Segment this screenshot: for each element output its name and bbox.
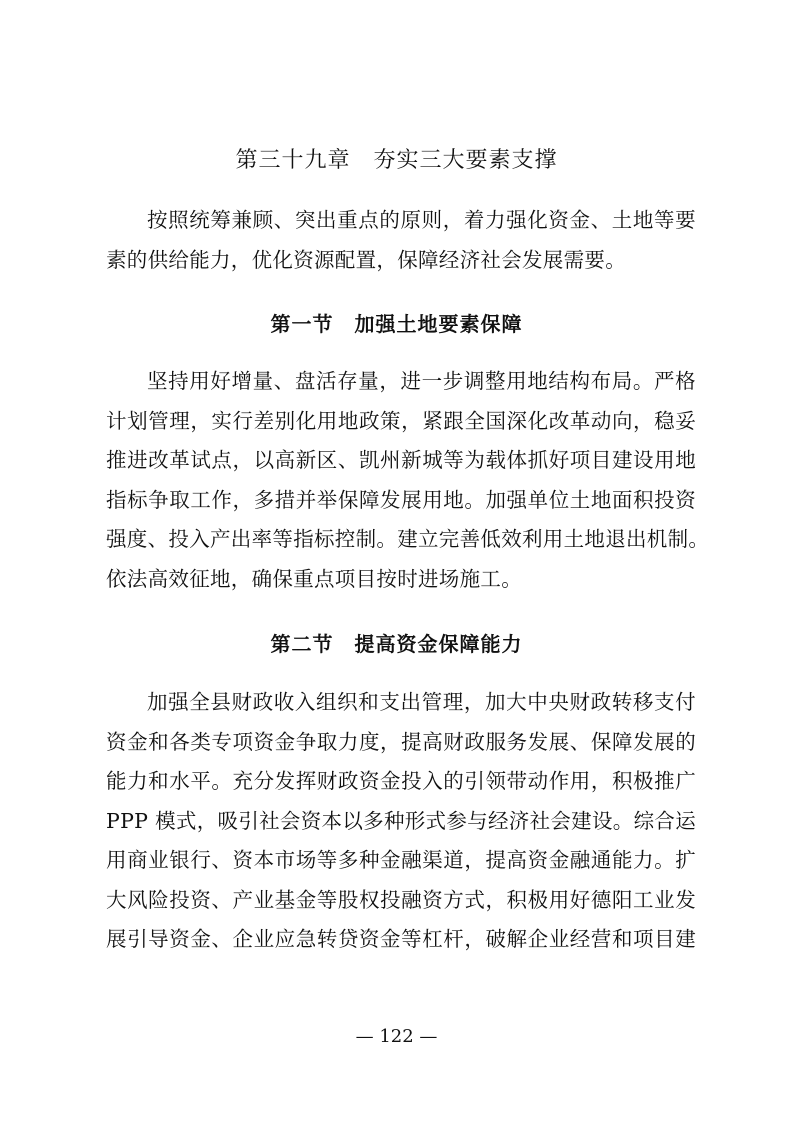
chapter-title: 第三十九章 夯实三大要素支撑	[235, 148, 558, 173]
paragraph-line: 强度、投入产出率等指标控制。建立完善低效利用土地退出机制。	[106, 527, 710, 551]
paragraph-line: 推进改革试点，以高新区、凯州新城等为载体抓好项目建设用地	[106, 448, 696, 472]
paragraph-line: 展引导资金、企业应急转贷资金等杠杆，破解企业经营和项目建	[106, 927, 696, 951]
paragraph-line: PPP 模式，吸引社会资本以多种形式参与经济社会建设。综合运	[106, 808, 696, 833]
paragraph-line: 用商业银行、资本市场等多种金融渠道，提高资金融通能力。扩	[106, 848, 696, 872]
paragraph-line: 加强全县财政收入组织和支出管理，加大中央财政转移支付	[147, 690, 696, 714]
paragraph-line: 坚持用好增量、盘活存量，进一步调整用地结构布局。严格	[147, 369, 696, 393]
section-1-title: 第一节 加强土地要素保障	[270, 312, 523, 336]
paragraph-line: 指标争取工作，多措并举保障发展用地。加强单位土地面积投资	[106, 487, 696, 512]
paragraph-line: 能力和水平。充分发挥财政资金投入的引领带动作用，积极推广	[106, 769, 696, 793]
paragraph-line: 资金和各类专项资金争取力度，提高财政服务发展、保障发展的	[106, 729, 696, 754]
page-number: — 122 —	[355, 1026, 438, 1047]
paragraph-line: 大风险投资、产业基金等股权投融资方式，积极用好德阳工业发	[106, 887, 696, 912]
paragraph-line: 素的供给能力，优化资源配置，保障经济社会发展需要。	[106, 247, 626, 272]
section-2-title: 第二节 提高资金保障能力	[270, 632, 523, 656]
paragraph-line: 依法高效征地，确保重点项目按时进场施工。	[106, 566, 522, 591]
section-2-paragraph	[106, 683, 696, 960]
section-1-paragraph	[106, 362, 710, 599]
paragraph-line: 计划管理，实行差别化用地政策，紧跟全国深化改革动向，稳妥	[106, 408, 696, 433]
chapter-intro-paragraph	[106, 201, 696, 280]
paragraph-line: 按照统筹兼顾、突出重点的原则，着力强化资金、土地等要	[147, 208, 696, 232]
